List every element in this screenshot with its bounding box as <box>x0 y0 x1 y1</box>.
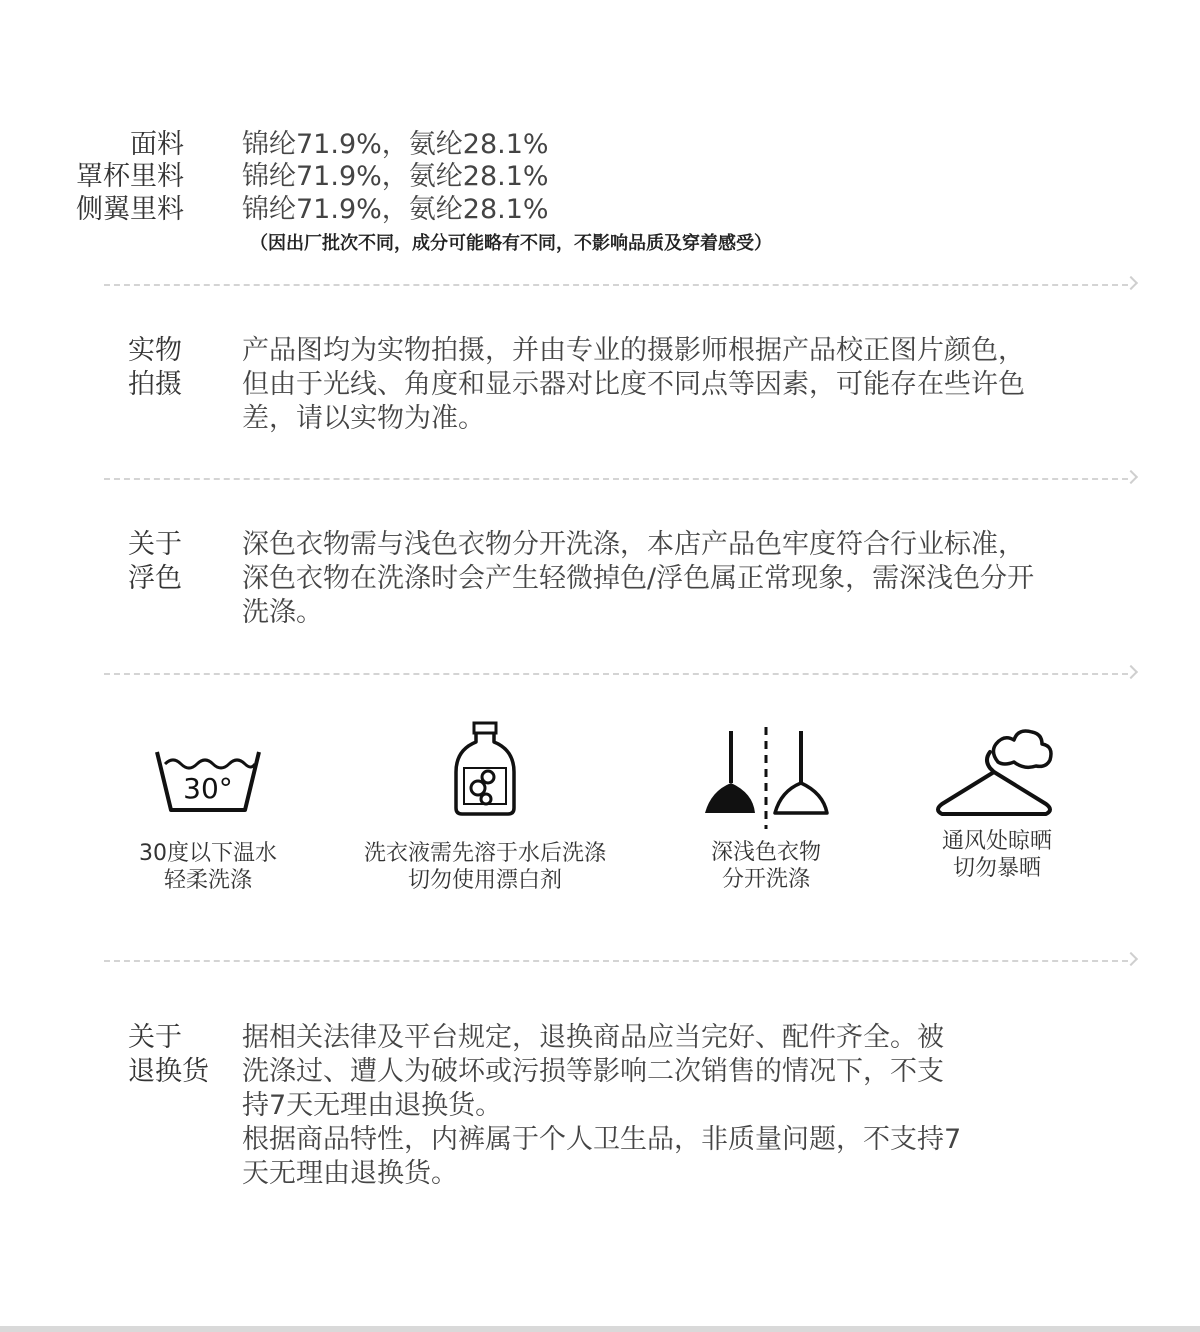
returns-text-line3: 持7天无理由退换货。 <box>242 1090 503 1121</box>
chevron-right-icon <box>1124 665 1138 679</box>
returns-text-line2: 洗涤过、遭人为破坏或污损等影响二次销售的情况下，不支 <box>242 1056 944 1087</box>
wash-temperature-badge: 30° <box>183 772 233 805</box>
returns-label-line1: 关于 <box>128 1022 182 1053</box>
photo-text-line3: 差，请以实物为准。 <box>242 403 485 434</box>
care-caption-line2: 分开洗涤 <box>721 867 810 892</box>
chevron-right-icon <box>1124 276 1138 290</box>
fading-text-line1: 深色衣物需与浅色衣物分开洗涤，本店产品色牢度符合行业标准， <box>242 529 1025 560</box>
section-divider <box>104 478 1128 480</box>
care-item-wash <box>58 740 358 894</box>
photo-text-line1: 产品图均为实物拍摄，并由专业的摄影师根据产品校正图片颜色， <box>242 335 1025 366</box>
care-caption-line2: 切勿暴晒 <box>952 856 1041 881</box>
fabric-value-outer: 锦纶71.9%，氨纶28.1% <box>242 129 549 160</box>
fabric-note: （因出厂批次不同，成分可能略有不同，不影响品质及穿着感受） <box>250 233 772 254</box>
returns-text-line1: 据相关法律及平台规定，退换商品应当完好、配件齐全。被 <box>242 1022 944 1053</box>
photo-label-line2: 拍摄 <box>128 369 182 400</box>
section-divider <box>104 284 1128 286</box>
fading-label-line1: 关于 <box>128 529 182 560</box>
care-caption-line2: 切勿使用漂白剂 <box>407 868 562 893</box>
returns-label-line2: 退换货 <box>128 1056 209 1087</box>
photo-text-line2: 但由于光线、角度和显示器对比度不同点等因素，可能存在些许色 <box>242 369 1025 400</box>
care-item-detergent <box>335 720 635 894</box>
care-caption-line2: 轻柔洗涤 <box>163 868 252 893</box>
bottom-bar <box>0 1326 1200 1332</box>
care-item-hanger <box>847 722 1147 882</box>
chevron-right-icon <box>1124 952 1138 966</box>
section-divider <box>104 960 1128 962</box>
fabric-value-cup-lining: 锦纶71.9%，氨纶28.1% <box>242 161 549 192</box>
wash-30-icon <box>153 740 263 820</box>
section-divider <box>104 673 1128 675</box>
hanger-icon <box>932 722 1062 822</box>
chevron-right-icon <box>1124 470 1138 484</box>
care-caption-line1: 洗衣液需先溶于水后洗涤 <box>363 841 606 866</box>
returns-text-line5: 天无理由退换货。 <box>242 1158 458 1189</box>
detergent-bottle-icon <box>450 720 520 820</box>
fabric-label-outer: 面料 <box>130 129 184 160</box>
separate-colors-icon <box>701 725 831 835</box>
care-caption-line1: 深浅色衣物 <box>710 840 821 865</box>
fabric-label-wing-lining: 侧翼里料 <box>76 194 184 225</box>
fading-text-line2: 深色衣物在洗涤时会产生轻微掉色/浮色属正常现象，需深浅色分开 <box>242 563 1035 594</box>
returns-text-line4: 根据商品特性，内裤属于个人卫生品，非质量问题，不支持7 <box>242 1124 962 1155</box>
fabric-label-cup-lining: 罩杯里料 <box>76 161 184 192</box>
care-caption-line1: 通风处晾晒 <box>941 829 1052 854</box>
care-caption-line1: 30度以下温水 <box>139 841 277 866</box>
fading-text-line3: 洗涤。 <box>242 597 323 628</box>
photo-label-line1: 实物 <box>128 335 182 366</box>
fabric-value-wing-lining: 锦纶71.9%，氨纶28.1% <box>242 194 549 225</box>
fading-label-line2: 浮色 <box>128 563 182 594</box>
